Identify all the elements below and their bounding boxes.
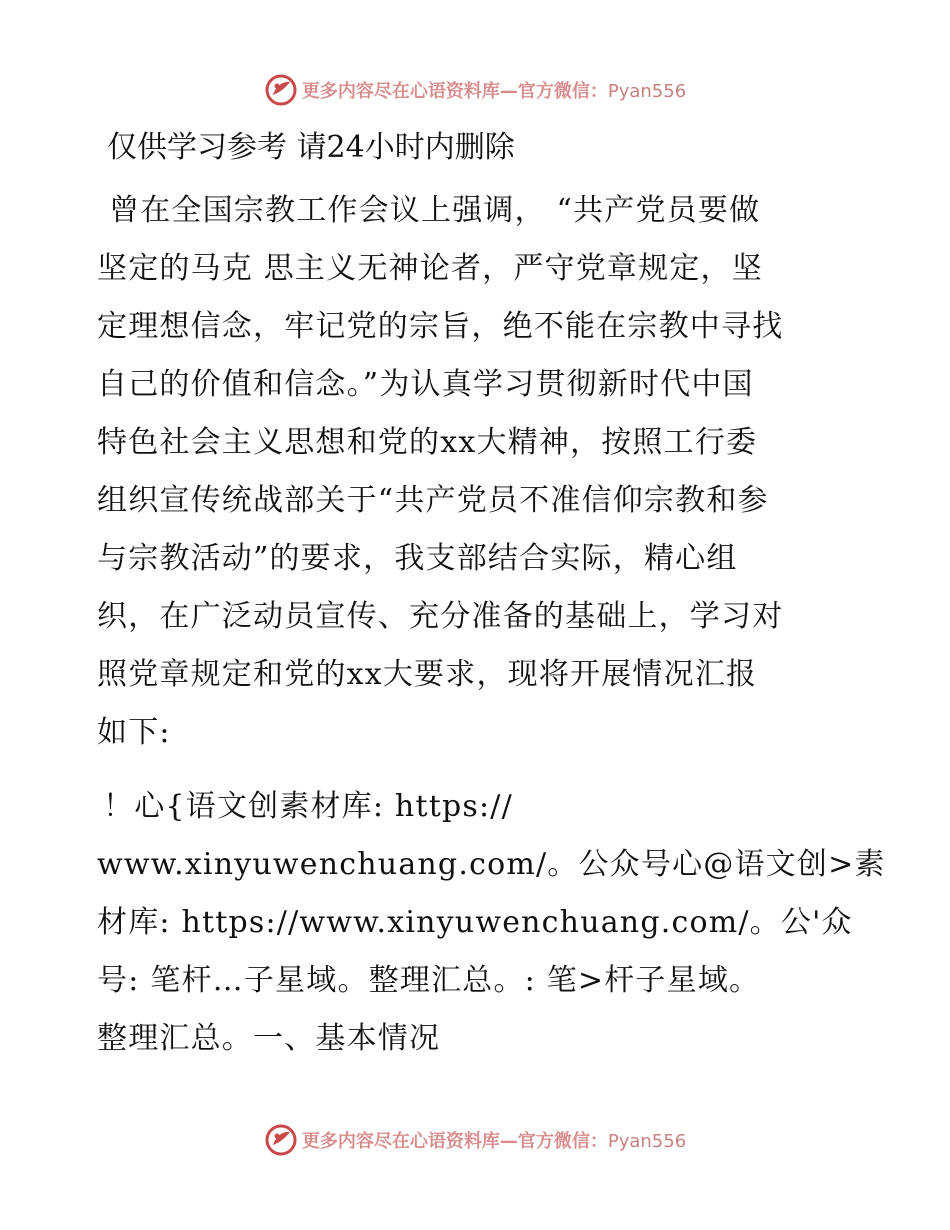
text-line: 组织宣传统战部关于“共产党员不准信仰宗教和参 (97, 483, 769, 518)
text-line: 坚定的马克 思主义无神论者，严守党章规定，坚 (97, 251, 763, 286)
text-line: 曾在全国宗教工作会议上强调， “共产党员要做 (109, 193, 761, 228)
banner-wechat-id: Pyan556 (607, 81, 687, 102)
text-line: www.xinyuwenchuang.com/。公众号心@语文创>素 (97, 847, 886, 882)
text-line: 织，在广泛动员宣传、充分准备的基础上，学习对 (97, 599, 784, 634)
text-line: 自己的价值和信念。”为认真学习贯彻新时代中国 (97, 367, 754, 402)
paragraph-intro (97, 182, 857, 762)
text-line: 与宗教活动”的要求，我支部结合实际，精心组 (97, 541, 738, 576)
section-heading-basic: 整理汇总。一、基本情况 (97, 1021, 441, 1056)
text-line: 定理想信念，牢记党的宗旨，绝不能在宗教中寻找 (97, 309, 784, 344)
text-line: 照党章规定和党的xx大要求，现将开展情况汇报 (97, 657, 758, 692)
header-watermark-banner (0, 70, 950, 110)
text-line: 材库: https://www.xinyuwenchuang.com/。公'众 (97, 905, 853, 940)
banner-text: 更多内容尽在心语资料库—官方微信：Pyan556 (301, 1131, 687, 1152)
text-line: 特色社会主义思想和党的xx大精神，按照工行委 (97, 425, 758, 460)
paragraph-source (97, 778, 886, 1068)
banner-wechat-id: Pyan556 (607, 1131, 687, 1152)
document-body (97, 120, 886, 1068)
text-line: ！心{语文创素材库: https:// (103, 789, 513, 824)
xinyu-logo-icon (264, 73, 298, 107)
footer-watermark-banner (0, 1120, 950, 1160)
banner-text: 更多内容尽在心语资料库—官方微信：Pyan556 (301, 81, 687, 102)
text-line: 如下: (97, 715, 171, 750)
usage-notice: 仅供学习参考 请24小时内删除 (107, 130, 515, 165)
xinyu-logo-icon (264, 1123, 298, 1157)
text-line: 号: 笔杆…子星域。整理汇总。: 笔>杆子星域。 (97, 963, 761, 998)
